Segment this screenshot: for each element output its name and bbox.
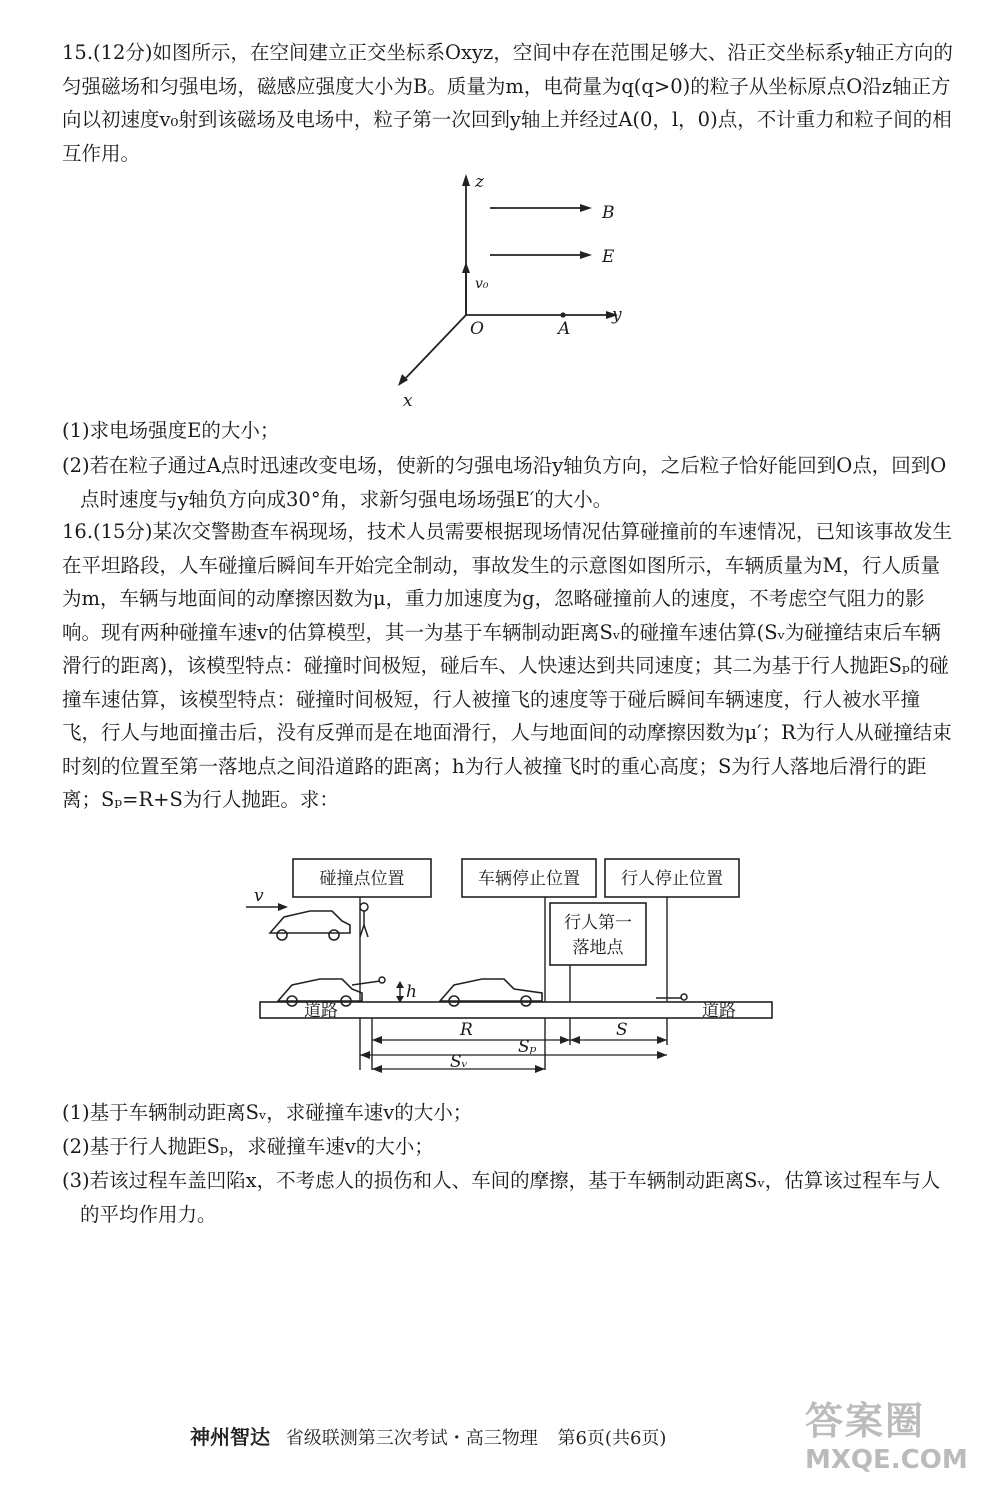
box-vehicle-stop-label: 车辆停止位置: [478, 869, 580, 889]
q15-intro: 15.(12分)如图所示，在空间建立正交坐标系Oxyz，空间中存在范围足够大、沿正交坐标系y轴正方向的匀强磁场和匀强电场，磁感应强度大小为B。质量为m，电荷量为q(q>0)的粒子从坐标原点O沿z轴正方向以初速度v₀射到该磁场及电场中，粒子第一次回到y轴上并经过A(0，l，0)点，不计重力和粒子间的相互作用。: [62, 41, 953, 165]
footer-brand: 神州智达: [190, 1425, 270, 1449]
q15-sub1: (1)求电场强度E的大小；: [62, 419, 280, 442]
watermark-top: 答案圈: [805, 1399, 926, 1443]
q16-sub2: (2)基于行人抛距Sₚ，求碰撞车速v的大小；: [62, 1135, 434, 1158]
box-first-landing-label-2: 落地点: [572, 938, 624, 958]
pedestrian-flying: [352, 977, 385, 985]
y-label: y: [612, 305, 622, 325]
point-a-label: A: [558, 319, 571, 339]
page-footer: [190, 1421, 666, 1450]
watermark: [805, 1390, 995, 1480]
road-label-left: 道路: [304, 1001, 338, 1021]
r-label: R: [460, 1020, 473, 1040]
v0-label: v₀: [475, 276, 489, 292]
x-axis: [402, 315, 466, 382]
q15-sub2: (2)若在粒子通过A点时迅速改变电场，使新的匀强电场沿y轴负方向，之后粒子恰好能回到O点，回到O点时速度与y轴负方向成30°角，求新匀强电场场强E′的大小。: [62, 454, 947, 511]
e-label: E: [602, 247, 615, 267]
s-label: S: [616, 1020, 628, 1040]
box-first-landing-label-1: 行人第一: [564, 913, 632, 933]
q15-figure: [380, 170, 640, 415]
box-person-stop-label: 行人停止位置: [621, 869, 723, 889]
x-label: x: [403, 391, 413, 411]
sp-label: Sₚ: [518, 1037, 537, 1057]
q16-intro: 16.(15分)某次交警勘查车祸现场，技术人员需要根据现场情况估算碰撞前的车速情况，已知该事故发生在平坦路段，人车碰撞后瞬间车开始完全制动，事故发生的示意图如图所示，车辆质量为M，行人质量为m，车辆与地面间的动摩擦因数为μ，重力加速度为g，忽略碰撞前人的速度，不考虑空气阻力的影响。现有两种碰撞车速v的估算模型，其一为基于车辆制动距离Sᵥ的碰撞车速估算(Sᵥ为碰撞结束后车辆滑行的距离)，该模型特点：碰撞时间极短，碰后车、人快速达到共同速度；其二为基于行人抛距Sₚ的碰撞车速估算，该模型特点：碰撞时间极短，行人被撞飞的速度等于碰后瞬间车辆速度，行人被水平撞飞，行人与地面撞击后，没有反弹而是在地面滑行，人与地面间的动摩擦因数为μ′；R为行人从碰撞结束时刻的位置至第一落地点之间沿道路的距离；h为行人被撞飞时的重心高度；S为行人落地后滑行的距离；Sₚ=R+S为行人抛距。求：: [62, 520, 953, 811]
q16-sub1: (1)基于车辆制动距离Sᵥ，求碰撞车速v的大小；: [62, 1101, 473, 1124]
v-label: v: [254, 886, 264, 906]
moving-car: [270, 911, 350, 940]
sv-label: Sᵥ: [450, 1052, 468, 1072]
watermark-bottom: MXQE.COM: [805, 1445, 968, 1475]
z-label: z: [475, 172, 484, 192]
box-collision-label: 碰撞点位置: [319, 869, 405, 889]
q16-figure: [240, 855, 780, 1095]
b-label: B: [602, 203, 615, 223]
point-a-dot: [560, 312, 565, 317]
pedestrian-standing: [360, 903, 368, 937]
origin-label: O: [470, 319, 484, 339]
pedestrian-lying: [656, 994, 687, 1000]
h-label: h: [406, 982, 417, 1002]
q16-sub3: (3)若该过程车盖凹陷x，不考虑人的损伤和人、车间的摩擦，基于车辆制动距离Sᵥ，估算该过程车与人的平均作用力。: [62, 1169, 941, 1226]
road-label-right: 道路: [702, 1001, 736, 1021]
footer-exam: 省级联测第三次考试・高三物理: [285, 1428, 538, 1449]
footer-page: 第6页(共6页): [557, 1428, 667, 1449]
